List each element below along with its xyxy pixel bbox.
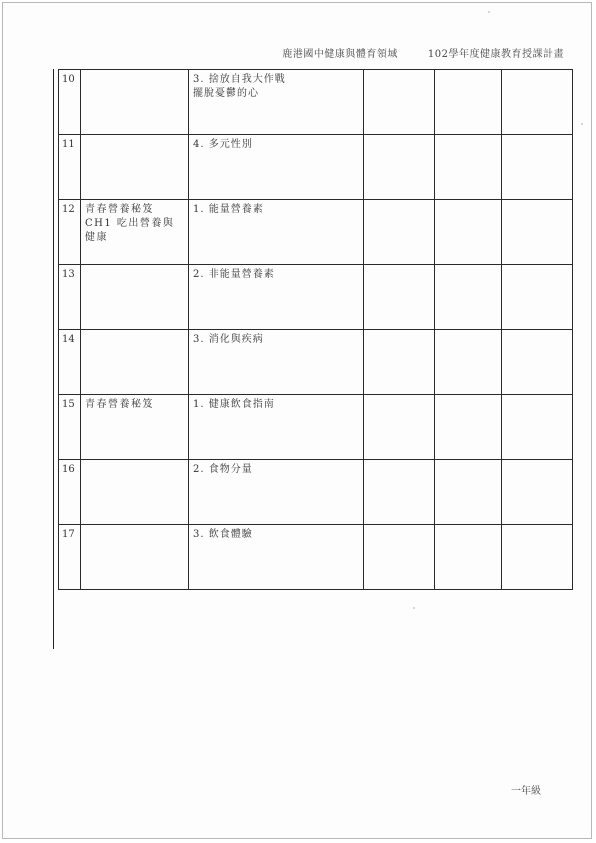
table-row — [59, 525, 573, 590]
empty-cell — [502, 330, 573, 395]
empty-cell — [502, 200, 573, 265]
week-cell: 16 — [59, 460, 81, 525]
content-cell: 2. 食物分量 — [189, 460, 364, 525]
content-cell: 3. 捨放自我大作戰 擺脫憂鬱的心 — [189, 70, 364, 135]
table-row — [59, 200, 573, 265]
empty-cell — [502, 265, 573, 330]
week-cell: 17 — [59, 525, 81, 590]
content-cell: 4. 多元性別 — [189, 135, 364, 200]
unit-cell — [81, 330, 189, 395]
scan-speck — [581, 123, 583, 125]
empty-cell — [435, 525, 502, 590]
unit-cell — [81, 460, 189, 525]
table-row — [59, 460, 573, 525]
table-row — [59, 330, 573, 395]
week-cell: 10 — [59, 70, 81, 135]
week-cell: 15 — [59, 395, 81, 460]
scan-speck — [413, 607, 415, 609]
empty-cell — [502, 135, 573, 200]
empty-cell — [435, 200, 502, 265]
unit-cell — [81, 525, 189, 590]
empty-cell — [502, 70, 573, 135]
empty-cell — [364, 330, 435, 395]
empty-cell — [364, 395, 435, 460]
school-domain-text: 鹿港國中健康與體育領域 — [282, 49, 398, 60]
week-cell: 14 — [59, 330, 81, 395]
empty-cell — [435, 395, 502, 460]
content-cell: 1. 能量營養素 — [189, 200, 364, 265]
empty-cell — [364, 70, 435, 135]
page-header — [3, 45, 564, 60]
empty-cell — [502, 525, 573, 590]
empty-cell — [364, 525, 435, 590]
week-cell: 11 — [59, 135, 81, 200]
empty-cell — [435, 330, 502, 395]
table-row — [59, 70, 573, 135]
unit-cell: 青春營養秘笈 — [81, 395, 189, 460]
empty-cell — [435, 265, 502, 330]
left-margin-rule — [53, 69, 54, 649]
unit-cell: 青春營養秘笈 CH1 吃出營養與健康 — [81, 200, 189, 265]
unit-cell — [81, 265, 189, 330]
page-footer-grade: 一年級 — [511, 786, 541, 797]
empty-cell — [435, 135, 502, 200]
empty-cell — [364, 265, 435, 330]
week-cell: 12 — [59, 200, 81, 265]
empty-cell — [364, 460, 435, 525]
empty-cell — [435, 460, 502, 525]
document-page — [2, 2, 592, 839]
table-row — [59, 135, 573, 200]
lesson-plan-table — [58, 69, 573, 590]
empty-cell — [435, 70, 502, 135]
empty-cell — [502, 395, 573, 460]
content-cell: 3. 飲食體驗 — [189, 525, 364, 590]
empty-cell — [364, 135, 435, 200]
unit-cell — [81, 70, 189, 135]
scan-speck — [488, 11, 490, 13]
empty-cell — [502, 460, 573, 525]
plan-title-text: 102學年度健康教育授課計畫 — [427, 49, 564, 60]
unit-cell — [81, 135, 189, 200]
table-row — [59, 265, 573, 330]
week-cell: 13 — [59, 265, 81, 330]
empty-cell — [364, 200, 435, 265]
content-cell: 3. 消化與疾病 — [189, 330, 364, 395]
content-cell: 2. 非能量營養素 — [189, 265, 364, 330]
lesson-plan-table-body — [59, 70, 573, 590]
content-cell: 1. 健康飲食指南 — [189, 395, 364, 460]
table-row — [59, 395, 573, 460]
